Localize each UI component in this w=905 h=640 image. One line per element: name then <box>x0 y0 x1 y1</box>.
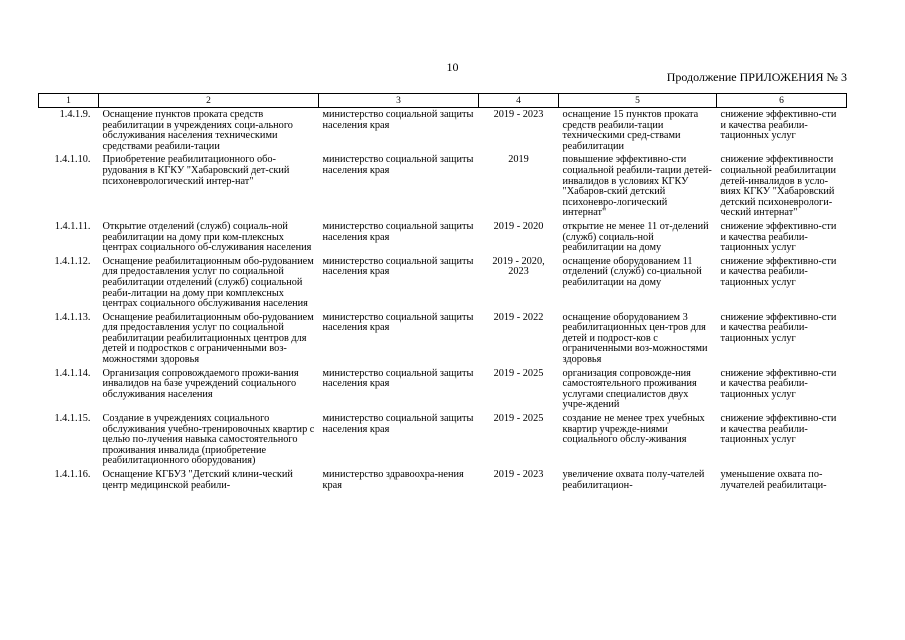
page-number: 10 <box>446 60 459 74</box>
row-event: Оснащение пунктов проката средств реабилитации в учреждениях соци-ального обслуживания населения техническими средствами реабили-тации <box>102 109 293 152</box>
row-executor: министерство социальной защиты населения края <box>322 311 474 334</box>
row-result: создание не менее трех учебных квартир учрежде-ниями социального обслу-живания <box>562 413 705 446</box>
row-executor: министерство здравоохра-нения края <box>322 469 464 491</box>
column-header-event: 2 <box>99 94 319 108</box>
row-consequence: снижение эффективно-сти и качества реабили-тационных услуг <box>720 109 837 142</box>
table-row <box>39 468 847 492</box>
row-executor: министерство социальной защиты населения края <box>322 109 474 131</box>
table-row <box>39 367 847 412</box>
row-executor: министерство социальной защиты населения края <box>322 367 474 390</box>
table-row <box>39 311 847 367</box>
row-period: 2019 - 2025 <box>493 367 544 379</box>
row-consequence: снижение эффективно-сти и качества реабили-тационных услуг <box>720 413 837 446</box>
row-event: Оснащение реабилитационным обо-рудованием для предоставления услуг по социальной реабилитации реабилитационных центров для детей и подростков с ограниченными воз-можностями здоровья <box>102 311 314 366</box>
row-result: оснащение оборудованием 3 реабилитационных цен-тров для детей и подрост-ков с ограниченными воз-можностями здоровья <box>562 311 708 366</box>
row-period: 2019 - 2023 <box>493 109 544 120</box>
column-header-period: 4 <box>479 94 559 108</box>
row-number: 1.4.1.13. <box>54 311 91 323</box>
row-result: увеличение охвата полу-чателей реабилитацион- <box>562 469 705 491</box>
row-number: 1.4.1.16. <box>54 469 91 480</box>
row-period: 2019 - 2022 <box>493 311 544 323</box>
row-executor: министерство социальной защиты населения края <box>322 255 474 278</box>
table-row <box>39 412 847 468</box>
row-result: оснащение оборудованием 11 отделений (служб) со-циальной реабилитации на дому <box>562 255 702 288</box>
table-row <box>39 153 847 220</box>
row-event: Оснащение реабилитационным обо-рудованием для предоставления услуг по социальной реабилитации отделений (служб) социальной реаби-литации на дому при комплексных центрах социального обслуживания населения <box>102 255 314 310</box>
row-executor: министерство социальной защиты населения края <box>322 154 474 176</box>
row-period: 2019 <box>508 154 529 166</box>
row-consequence: снижение эффективно-сти и качества реабили-тационных услуг <box>720 311 837 344</box>
row-event: Оснащение КГБУЗ "Детский клини-ческий центр медицинской реабили- <box>102 469 293 491</box>
table-row <box>39 255 847 311</box>
row-period: 2019 - 2025 <box>493 413 544 425</box>
row-period: 2019 - 2020 <box>493 220 544 232</box>
row-event: Создание в учреждениях социального обслуживания учебно-тренировочных квартир с целью по-лучения навыка самостоятельного проживания инвалида (приобретение реабилитационного оборудования) <box>102 413 315 467</box>
row-result: открытие не менее 11 от-делений (служб) социаль-ной реабилитации на дому <box>562 220 709 254</box>
row-number: 1.4.1.14. <box>54 367 91 379</box>
row-number: 1.4.1.11. <box>54 220 91 232</box>
table-header-row <box>39 94 847 108</box>
appendix-continuation-label: Продолжение ПРИЛОЖЕНИЯ № 3 <box>666 70 847 84</box>
table-row <box>39 108 847 154</box>
row-consequence: уменьшение охвата по-лучателей реабилитаци- <box>720 469 827 491</box>
column-header-number: 1 <box>39 94 99 108</box>
row-result: оснащение 15 пунктов проката средств реабили-тации техническими сред-ствами реабилитации <box>562 109 699 152</box>
column-header-consequence: 6 <box>717 94 847 108</box>
row-consequence: снижение эффективно-сти и качества реабили-тационных услуг <box>720 220 837 254</box>
row-event: Приобретение реабилитационного обо-рудования в КГКУ "Хабаровский дет-ский психоневрологический интер-нат" <box>102 154 290 187</box>
row-period: 2019 - 2020, 2023 <box>492 255 545 278</box>
row-event: Организация сопровождаемого прожи-вания инвалидов на базе учреждений социального обслуживания населения <box>102 367 299 400</box>
appendix-table <box>38 93 847 492</box>
row-executor: министерство социальной защиты населения края <box>322 413 474 435</box>
column-header-executor: 3 <box>319 94 479 108</box>
row-number: 1.4.1.10. <box>54 154 91 166</box>
row-number: 1.4.1.12. <box>54 255 91 267</box>
row-consequence: снижение эффективности социальной реабилитации детей-инвалидов в усло-виях КГКУ "Хабаровский детский психоневрологи-ческий интернат" <box>720 154 837 219</box>
row-number: 1.4.1.9. <box>59 109 91 120</box>
row-consequence: снижение эффективно-сти и качества реабили-тационных услуг <box>720 255 837 288</box>
row-period: 2019 - 2023 <box>493 469 544 480</box>
row-consequence: снижение эффективно-сти и качества реабили-тационных услуг <box>720 367 837 400</box>
row-result: повышение эффективно-сти социальной реабили-тации детей-инвалидов в условиях КГКУ "Хабаров-ский детский психоневро-логический интернат" <box>562 154 712 219</box>
row-executor: министерство социальной защиты населения края <box>322 220 474 243</box>
table-row <box>39 220 847 255</box>
row-number: 1.4.1.15. <box>54 413 91 425</box>
row-result: организация сопровожде-ния самостоятельного проживания услугами специалистов двух учре-ждений <box>562 367 697 411</box>
row-event: Открытие отделений (служб) социаль-ной реабилитации на дому при ком-плексных центрах социального об-служивания населения <box>102 220 312 254</box>
column-header-result: 5 <box>559 94 717 108</box>
